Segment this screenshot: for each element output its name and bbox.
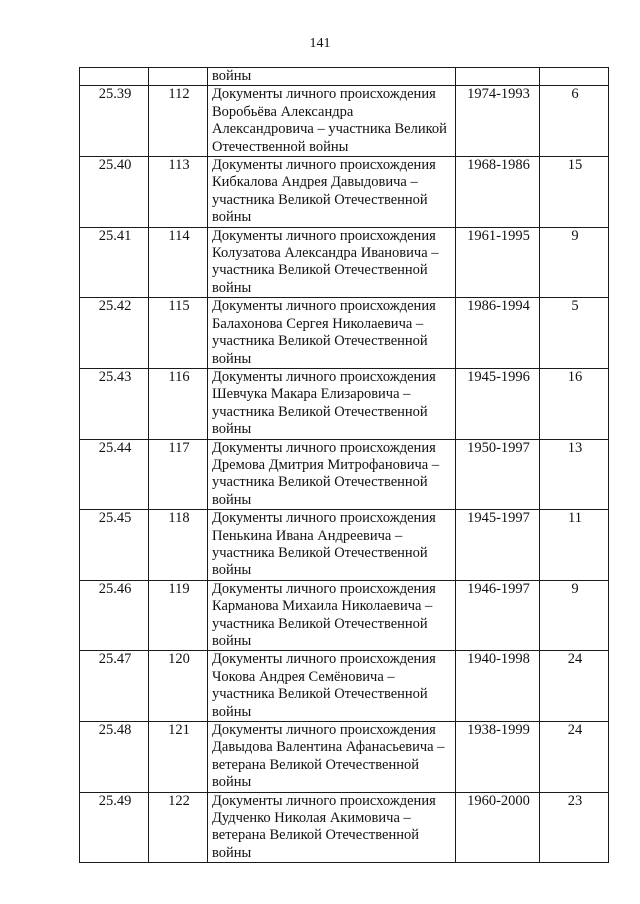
table-row: [80, 439, 609, 510]
cell-number: 25.46: [80, 580, 149, 651]
cell-inventory: 112: [149, 86, 208, 157]
cell-number: 25.42: [80, 298, 149, 369]
cell-number: 25.48: [80, 722, 149, 793]
cell-number: 25.47: [80, 651, 149, 722]
cell-count: 5: [540, 298, 609, 369]
cell-number: 25.40: [80, 157, 149, 228]
cell-inventory: 117: [149, 439, 208, 510]
table-row: [80, 722, 609, 793]
cell-title: Документы личного происхождения Колузатова Александра Ивановича – участника Великой Отечественной войны: [208, 227, 456, 298]
table-row: [80, 368, 609, 439]
cell-inventory: 113: [149, 157, 208, 228]
records-table-body: [80, 68, 609, 863]
cell-dates: 1986-1994: [456, 298, 540, 369]
cell-dates: [456, 68, 540, 86]
table-row-continued: [80, 68, 609, 86]
cell-dates: 1940-1998: [456, 651, 540, 722]
cell-inventory: 115: [149, 298, 208, 369]
cell-number: 25.43: [80, 368, 149, 439]
cell-inventory: 120: [149, 651, 208, 722]
cell-count: 15: [540, 157, 609, 228]
table-row: [80, 157, 609, 228]
cell-title: войны: [208, 68, 456, 86]
cell-title: Документы личного происхождения Чокова Андрея Семёновича – участника Великой Отечественной войны: [208, 651, 456, 722]
cell-title: Документы личного происхождения Пенькина Ивана Андреевича – участника Великой Отечественной войны: [208, 510, 456, 581]
cell-number: 25.41: [80, 227, 149, 298]
table-row: [80, 580, 609, 651]
cell-count: 16: [540, 368, 609, 439]
cell-dates: 1974-1993: [456, 86, 540, 157]
cell-dates: 1968-1986: [456, 157, 540, 228]
cell-count: 24: [540, 722, 609, 793]
cell-inventory: [149, 68, 208, 86]
page-number: 141: [309, 36, 331, 51]
table-row: [80, 792, 609, 863]
table-row: [80, 651, 609, 722]
cell-count: 24: [540, 651, 609, 722]
cell-number: 25.45: [80, 510, 149, 581]
cell-inventory: 121: [149, 722, 208, 793]
cell-title: Документы личного происхождения Карманова Михаила Николаевича – участника Великой Отечественной войны: [208, 580, 456, 651]
cell-dates: 1945-1997: [456, 510, 540, 581]
cell-inventory: 118: [149, 510, 208, 581]
cell-count: 13: [540, 439, 609, 510]
cell-dates: 1938-1999: [456, 722, 540, 793]
cell-count: 11: [540, 510, 609, 581]
cell-count: 23: [540, 792, 609, 863]
cell-inventory: 116: [149, 368, 208, 439]
cell-title: Документы личного происхождения Шевчука Макара Елизаровича – участника Великой Отечественной войны: [208, 368, 456, 439]
cell-number: 25.44: [80, 439, 149, 510]
cell-count: [540, 68, 609, 86]
cell-number: [80, 68, 149, 86]
cell-dates: 1945-1996: [456, 368, 540, 439]
table-row: [80, 86, 609, 157]
cell-title: Документы личного происхождения Дудченко Николая Акимовича – ветерана Великой Отечественной войны: [208, 792, 456, 863]
table-row: [80, 227, 609, 298]
records-table: [79, 67, 609, 863]
cell-dates: 1950-1997: [456, 439, 540, 510]
cell-inventory: 119: [149, 580, 208, 651]
cell-title: Документы личного происхождения Дремова Дмитрия Митрофановича – участника Великой Отечественной войны: [208, 439, 456, 510]
cell-count: 6: [540, 86, 609, 157]
cell-number: 25.39: [80, 86, 149, 157]
cell-count: 9: [540, 580, 609, 651]
cell-dates: 1961-1995: [456, 227, 540, 298]
cell-dates: 1946-1997: [456, 580, 540, 651]
table-row: [80, 510, 609, 581]
table-row: [80, 298, 609, 369]
cell-count: 9: [540, 227, 609, 298]
cell-dates: 1960-2000: [456, 792, 540, 863]
cell-inventory: 122: [149, 792, 208, 863]
cell-inventory: 114: [149, 227, 208, 298]
cell-title: Документы личного происхождения Кибкалова Андрея Давыдовича – участника Великой Отечественной войны: [208, 157, 456, 228]
cell-title: Документы личного происхождения Балахонова Сергея Николаевича – участника Великой Отечественной войны: [208, 298, 456, 369]
cell-title: Документы личного происхождения Давыдова Валентина Афанасьевича – ветерана Великой Отечественной войны: [208, 722, 456, 793]
cell-number: 25.49: [80, 792, 149, 863]
cell-title: Документы личного происхождения Воробьёва Александра Александровича – участника Великой Отечественной войны: [208, 86, 456, 157]
